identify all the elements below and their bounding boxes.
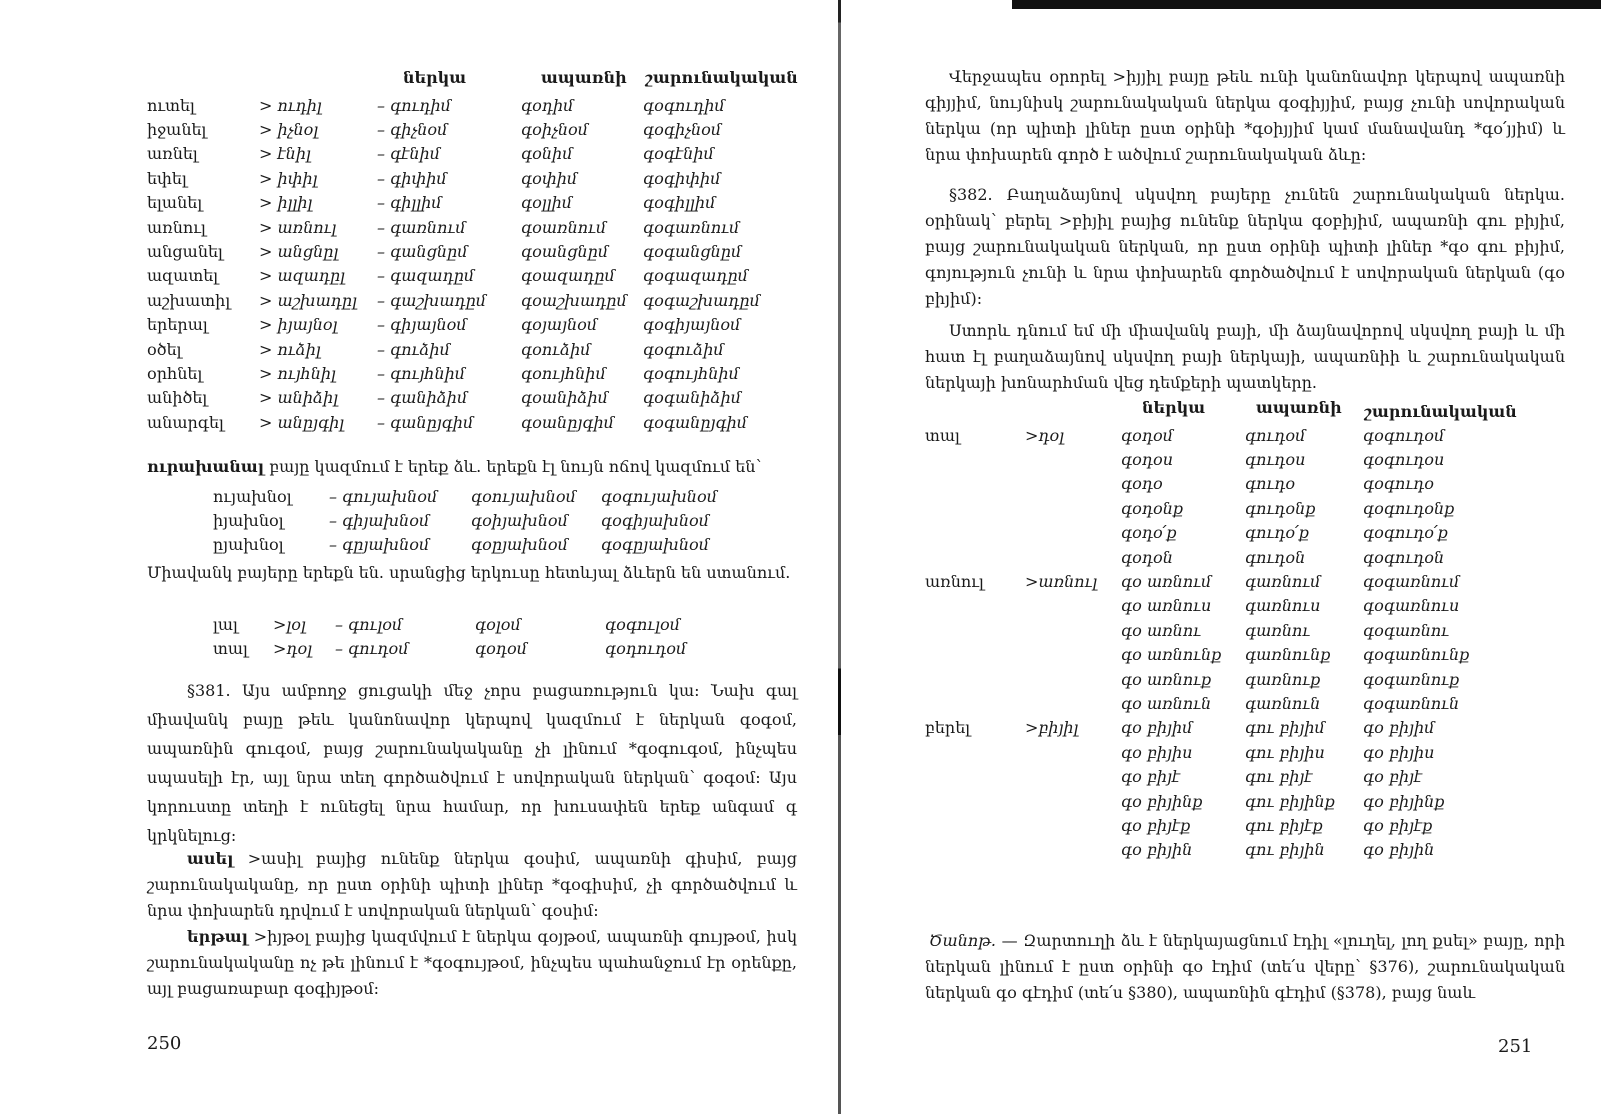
table1-header-continuous: շարունակական [645,68,798,87]
cell-future: գօանցնըմ [521,242,609,262]
cell-future: գու բիյին [1245,840,1325,860]
cell-empty [925,813,1025,837]
table-row [925,545,1513,569]
cell-future: գօդիմ [521,95,574,115]
table-row [147,239,783,263]
cell-present: գօդօմ [1121,425,1174,445]
conjugation-table-1 [147,93,783,434]
cell-verb: առնուլ [147,217,206,237]
cell-empty [925,838,1025,862]
asel-text: >ասիլ բայից ունենք ներկա գօսիմ, ապառնի գիսիմ, բայց շարունակականը, որ ըստ օրինի պիտի լիներ *գօգիսիմ, չի գործածվում և նրա փոխարեն դրվում է սովորական ներկան՝ գօսիմ: [147,849,797,920]
cell-verb: ուտել [147,95,195,115]
table-row [147,215,783,239]
table-header-future: ապառնի [1256,398,1342,417]
cell-verb: իջանել [147,120,207,140]
cell-arrow: > ազադըլ [259,266,346,286]
cell-verb: առնուլ [925,572,984,592]
cell-present: գօ առնում [1121,572,1212,592]
table-row [147,142,783,166]
urakhanal-line [147,455,761,479]
cell-future: գօույախնօմ [471,486,576,506]
cell-present: – գիյայնօմ [377,315,467,335]
cell-continuous: գօ բիյին [1363,840,1435,860]
table-row [147,386,783,410]
cell-arrow: >դօլ [273,639,313,659]
cell-empty [925,643,1025,667]
cell-verb: օրհնել [147,363,203,383]
table-row [925,667,1513,691]
cell-present: – գանիձիմ [377,388,468,408]
cell-arrow: > անցնըլ [259,242,339,262]
table-row [925,521,1513,545]
table-row [925,594,1513,618]
cell-empty [1025,594,1121,618]
cell-empty [1025,496,1121,520]
cell-continuous: գօգուդօնք [1363,498,1455,518]
cell-continuous: գօգանցնըմ [643,242,742,262]
table-header-present: ներկա [1142,398,1206,417]
cell-present: – գույհնիմ [377,363,466,383]
table-row [213,484,741,508]
ertal-paragraph [147,924,797,1002]
cell-continuous: գօգիյայնօմ [643,315,741,335]
cell-future: գու բիյէ [1245,767,1313,787]
cell-continuous: գօգուձիմ [643,339,724,359]
cell-present: – գիյախնօմ [329,511,430,531]
cell-present: գօ բիյին [1121,840,1193,860]
cell-verb: ելանել [147,193,203,213]
table1-header-present: ներկա [403,68,467,87]
cell-future: գուդօնք [1245,498,1316,518]
table-row [147,191,783,215]
cell-empty [1025,545,1121,569]
cell-empty [1025,521,1121,545]
cell-continuous: գօգուդօ՛ք [1363,523,1448,543]
cell-empty [925,764,1025,788]
cell-present: գօ բիյիս [1121,742,1193,762]
cell-present: գօդօնք [1121,498,1184,518]
cell-verb: աշխատիլ [147,290,231,310]
cell-continuous: գօգուդօս [1363,450,1445,470]
cell-future: գուդօն [1245,547,1306,567]
cell-present: – գիչնօմ [377,120,448,140]
intro-paragraph: Վերջապես օրորել >իյյիլ բայը թեև ունի կանոնավոր կերպով ապառնի գիյյիմ, նույնիսկ շարունակական ներկա գօգիյյիմ, բայց չունի սովորական ներկա (որ պիտի լիներ ըստ օրինի *գօիյյիմ կամ մանավանդ *գօ՛յյիմ) և նրա փոխարեն գործ է ածվում շարունակական ձևը: [925,67,1565,164]
urakhanal-text: բայը կազմում է երեք ձև. երեքն էլ նույն ոճով կազմում են՝ [264,457,762,476]
cell-future: գառնունք [1245,645,1331,665]
cell-arrow: > իփիլ [259,168,318,188]
cell-empty [925,496,1025,520]
cell-future: գօույհնիմ [521,363,606,383]
monosyllabic-paragraph: Միավանկ բայերը երեքն են. սրանցից երկուսը հետևյալ ձևերն են ստանում. [147,563,791,582]
cell-empty [1025,618,1121,642]
table-row [925,618,1513,642]
cell-present: գօդօ [1121,474,1163,494]
cell-verb: եփել [147,168,187,188]
table-row [925,423,1513,447]
cell-continuous: գօգառնում [643,217,740,237]
cell-arrow: > առնուլ [259,217,337,237]
cell-arrow: >լօլ [273,614,306,634]
cell-verb: լալ [213,614,238,634]
cell-continuous: գօ բիյիս [1363,742,1435,762]
cell-future: գու բիյիս [1245,742,1325,762]
urakhanal-word: ուրախանալ [147,457,265,476]
table-row [147,410,783,434]
table-header-continuous: շարունակական [1364,402,1517,421]
cell-present: – գէնիմ [377,144,440,164]
cell-future: գառնուք [1245,669,1321,689]
cell-future: գօազադըմ [521,266,615,286]
cell-future: գուդօ [1245,474,1296,494]
cell-arrow: >բիյիլ [1025,718,1079,738]
cell-continuous: գօգառնուք [1363,669,1460,689]
cell-verb: բերել [925,718,971,738]
table-row [925,643,1513,667]
cell-future: գօյայնօմ [521,315,598,335]
table-row [213,533,741,557]
cell-future: գօառնում [521,217,607,237]
cell-continuous: գօդուդօմ [605,639,687,659]
cell-present: գօ առնու [1121,620,1201,640]
cell-future: գօանիձիմ [521,388,608,408]
cell-continuous: գօ բիյէ [1363,767,1423,787]
conjugation-table-2 [213,484,741,557]
cell-arrow: > աշխադըլ [259,290,357,310]
cell-infinitive: իյախնօլ [213,511,284,531]
cell-infinitive: ույախնօլ [213,486,292,506]
cell-future: գօիյախնօմ [471,511,568,531]
cell-present: գօ առնուս [1121,596,1212,616]
table-row [925,691,1513,715]
cell-present: գօ բիյինք [1121,791,1203,811]
cell-continuous: գօգանըյգիմ [643,412,748,432]
cell-continuous: գօ բիյէք [1363,815,1433,835]
cell-empty [925,789,1025,813]
table-row [213,636,745,660]
cell-verb: տալ [213,639,248,659]
cell-continuous: գօգուդիմ [643,95,725,115]
cell-present: – գիլլիմ [377,193,442,213]
cell-verb: տալ [925,425,960,445]
cell-continuous: գօգանիձիմ [643,388,742,408]
cell-continuous: գօգառնուն [1363,693,1460,713]
table-row [925,764,1513,788]
cell-arrow: > ուդիլ [259,95,322,115]
cell-continuous: գօգույախնօմ [601,486,718,506]
cell-empty [1025,838,1121,862]
table-row [925,447,1513,471]
cell-arrow: > իյայնօլ [259,315,338,335]
cell-future: գօանըյգիմ [521,412,614,432]
cell-empty [1025,667,1121,691]
table-row [147,166,783,190]
cell-present: – գուդիմ [377,95,451,115]
right-page [844,0,1601,1114]
cell-empty [925,594,1025,618]
cell-present: գօ բիյէք [1121,815,1191,835]
cell-continuous: գօգիչնօմ [643,120,722,140]
cell-empty [1025,740,1121,764]
cell-future: գառնում [1245,572,1321,592]
cell-empty [1025,789,1121,813]
cell-present: – գազադըմ [377,266,475,286]
cell-empty [1025,691,1121,715]
table-row [925,813,1513,837]
cell-arrow: > ուձիլ [259,339,321,359]
cell-continuous: գօգառնուս [1363,596,1460,616]
cell-continuous: գօգառնու [1363,620,1449,640]
cell-continuous: գօգառնում [1363,572,1460,592]
cell-continuous: գօգիլլիմ [643,193,716,213]
cell-verb: օծել [147,339,182,359]
cell-empty [925,691,1025,715]
cell-future: գուդօս [1245,450,1306,470]
cell-future: գու բիյէք [1245,815,1323,835]
cell-infinitive: ըյախնօլ [213,535,284,555]
asel-word: ասել [187,849,234,868]
cell-arrow: > ույհնիլ [259,363,336,383]
cell-future: գառնու [1245,620,1311,640]
ertal-word: երթալ [187,927,249,946]
table-row [147,117,783,141]
below-paragraph: Ստորև դնում եմ մի միավանկ բայի, մի ձայնավորով սկսվող բայի և մի հատ էլ բաղաձայնով սկսվող բայի ներկայի, ապառնիի և շարունակական ներկայի խոնարհման վեց դեմքերի պատկերը. [925,321,1565,392]
cell-verb: անցանել [147,242,223,262]
cell-empty [925,472,1025,496]
cell-future: գուդօմ [1245,425,1306,445]
table-row [925,789,1513,813]
cell-future: գօփիմ [521,168,578,188]
cell-present: – գուդօմ [335,639,409,659]
cell-future: գօուձիմ [521,339,591,359]
cell-arrow: >դօլ [1025,425,1065,445]
cell-empty [925,740,1025,764]
cell-present: գօ առնուն [1121,693,1212,713]
cell-present: գօդօ՛ք [1121,523,1177,543]
table-row [213,508,741,532]
cell-verb: առնել [147,144,198,164]
table-row [147,361,783,385]
cell-continuous: գօգառնունք [1363,645,1470,665]
cell-empty [1025,643,1121,667]
cell-continuous: գօգուդօմ [1363,425,1445,445]
table-row [925,569,1513,593]
table-row [925,740,1513,764]
cell-present: – գըյախնօմ [329,535,430,555]
section-381-paragraph: §381. Այս ամբողջ ցուցակի մեջ չորս բացառություն կա: Նախ գալ միավանկ բայը թեև կանոնավոր կերպով կազմում է ներկան գօգօմ, ապառնին գուգօմ, բայց շարունակականը չի լինում *գօգուգօմ, ինչպես սպասելի էր, այլ նրա տեղ գործածվում է սովորական ներկան՝ գօգօմ: Այս կորուստը տեղի է ունեցել նրա համար, որ խուսափեն երեք անգամ գ կրկնելուց: [147,681,797,845]
cell-continuous: գօ բիյիմ [1363,718,1435,738]
cell-continuous: գօգաշխադըմ [643,290,760,310]
cell-arrow: > իչնօլ [259,120,319,140]
conjugation-table-3 [213,612,745,661]
cell-present: – գիփիմ [377,168,447,188]
cell-present: գօ բիյիմ [1121,718,1193,738]
cell-verb: անարգել [147,412,224,432]
note-paragraph [925,928,1565,1006]
conjugation-table-right [925,423,1513,862]
cell-arrow: > էնիլ [259,144,311,164]
cell-future: գօդօմ [475,639,528,659]
cell-present: գօ առնունք [1121,645,1222,665]
cell-continuous: գօ բիյինք [1363,791,1445,811]
cell-continuous: գօգուդօն [1363,547,1445,567]
cell-empty [925,618,1025,642]
cell-continuous: գօգիփիմ [643,168,721,188]
cell-future: գու բիյինք [1245,791,1335,811]
cell-present: – գանցնըմ [377,242,468,262]
asel-paragraph [147,846,797,924]
cell-future: գու բիյիմ [1245,718,1325,738]
cell-continuous: գօգազադըմ [643,266,748,286]
note-label: Ծանոթ. [929,931,996,950]
cell-empty [925,521,1025,545]
table-row [925,716,1513,740]
cell-empty [1025,447,1121,471]
ertal-text: >իյթօլ բայից կազմվում է ներկա գօյթօմ, ապառնի գույթօմ, իսկ շարունակականը ոչ թե լինում է *գօգույթօմ, ինչպես պահանջում էր օրենքը, այլ բացառաբար գօգիյթօմ: [147,927,797,998]
cell-verb: ազատել [147,266,219,286]
cell-empty [925,545,1025,569]
cell-present: գօ բիյէ [1121,767,1181,787]
cell-empty [925,667,1025,691]
cell-present: գօդօս [1121,450,1174,470]
table-row [925,472,1513,496]
cell-empty [1025,764,1121,788]
table-row [925,838,1513,862]
table1-header-future: ապառնի [541,68,627,87]
cell-future: գօիչնօմ [521,120,589,140]
table-row [147,337,783,361]
cell-future: գառնուս [1245,596,1321,616]
cell-present: – գաշխադըմ [377,290,487,310]
cell-present: – գառնում [377,217,466,237]
table-row [213,612,745,636]
cell-present: գօ առնուք [1121,669,1212,689]
cell-future: գուդօ՛ք [1245,523,1309,543]
cell-continuous: գօգուլօմ [605,614,681,634]
cell-future: գօնիմ [521,144,573,164]
cell-verb: երերալ [147,315,208,335]
cell-arrow: > անըյգիլ [259,412,345,432]
cell-future: գօլօմ [475,614,521,634]
table-row [147,313,783,337]
cell-present: գօդօն [1121,547,1173,567]
cell-empty [1025,472,1121,496]
section-382-paragraph: §382. Բաղաձայնով սկսվող բայերը չունեն շարունակական ներկա. օրինակ՝ բերել >բիյիլ բայից ունենք ներկա գօբիյիմ, ապառնի գու բիյիմ, բայց շարունակական ներկան, որ ըստ օրինի պիտի լիներ *գօ գու բիյիմ, գոյություն չունի և նրա փոխարեն գործածվում է սովորական ներկան (գօ բիյիմ): [925,185,1565,308]
table-row [147,264,783,288]
table-row [925,496,1513,520]
cell-present: – գուլօմ [335,614,403,634]
table-row [147,93,783,117]
cell-continuous: գօգույհնիմ [643,363,739,383]
cell-verb: անիծել [147,388,208,408]
table-row [147,288,783,312]
cell-empty [1025,813,1121,837]
cell-continuous: գօգուդօ [1363,474,1434,494]
cell-arrow: > անիձիլ [259,388,339,408]
cell-future: գառնուն [1245,693,1321,713]
cell-present: – գույախնօմ [329,486,438,506]
note-text: — Զարտուղի ձև է ներկայացնում էդիլ «լուղել, լող քսել» բայը, որի ներկան լինում է ըստ օրինի գօ էդիմ (տե՛ս վերը՝ §376), շարունակական ներկան գօ գէդիմ (տե՛ս §380), ապառնին գէդիմ (§378), բայց նաև [925,931,1565,1002]
cell-arrow: > իլլիլ [259,193,313,213]
cell-continuous: գօգիյախնօմ [601,511,710,531]
cell-future: գօլլիմ [521,193,573,213]
page-number-left: 250 [147,1033,182,1054]
cell-continuous: գօգէնիմ [643,144,714,164]
cell-future: գօըյախնօմ [471,535,568,555]
cell-empty [925,447,1025,471]
cell-continuous: գօգըյախնօմ [601,535,710,555]
cell-present: – գանըյգիմ [377,412,474,432]
cell-arrow: >առնուլ [1025,572,1098,592]
cell-present: – գուձիմ [377,339,450,359]
page-number-right: 251 [1498,1036,1533,1057]
cell-future: գօաշխադըմ [521,290,627,310]
